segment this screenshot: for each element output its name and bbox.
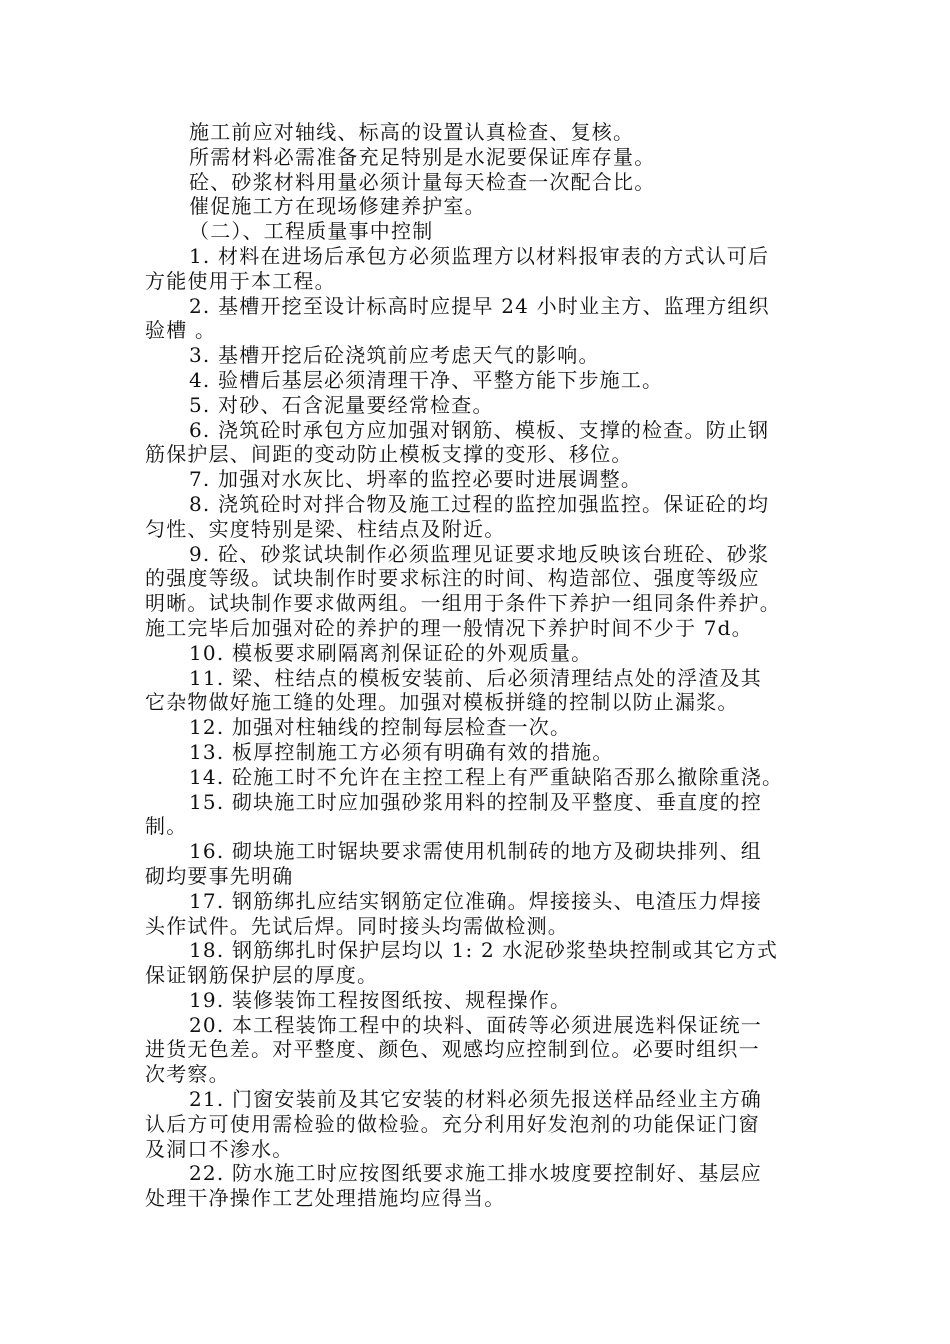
document-body xyxy=(145,120,813,1211)
text-line: 处理干净操作工艺处理措施均应得当。 xyxy=(145,1186,506,1211)
text-line: 施工完毕后加强对砼的养护的理一般情况下养护时间不少于 7d。 xyxy=(145,615,753,640)
text-line: 进货无色差。对平整度、颜色、观感均应控制到位。必要时组织一 xyxy=(145,1037,760,1062)
text-line: 筋保护层、间距的变动防止模板支撑的变形、移位。 xyxy=(145,442,633,467)
text-line: 22. 防水施工时应按图纸要求施工排水坡度要控制好、基层应 xyxy=(189,1161,762,1186)
text-line: 头作试件。先试后焊。同时接头均需做检测。 xyxy=(145,913,569,938)
text-line: 5. 对砂、石含泥量要经常检查。 xyxy=(189,392,494,417)
text-line: 1. 材料在进场后承包方必须监理方以材料报审表的方式认可后 xyxy=(189,243,770,268)
text-line: 20. 本工程装饰工程中的块料、面砖等必须进展选料保证统一 xyxy=(189,1012,762,1037)
text-line: 7. 加强对水灰比、坍率的监控必要时进展调整。 xyxy=(189,467,643,492)
text-line: （二）、工程质量事中控制 xyxy=(189,219,434,244)
text-line: 制。 xyxy=(145,814,188,839)
text-line: 14. 砼施工时不允许在主控工程上有严重缺陷否那么撤除重浇。 xyxy=(189,764,784,789)
text-line: 11. 梁、柱结点的模板安装前、后必须清理结点处的浮渣及其 xyxy=(189,665,762,690)
text-line: 21. 门窗安装前及其它安装的材料必须先报送样品经业主方确 xyxy=(189,1087,762,1112)
text-line: 17. 钢筋绑扎应结实钢筋定位准确。焊接接头、电渣压力焊接 xyxy=(189,888,762,913)
text-line: 所需材料必需准备充足特别是水泥要保证库存量。 xyxy=(189,144,656,169)
text-line: 4. 验槽后基层必须清理干净、平整方能下步施工。 xyxy=(189,367,664,392)
text-line: 砼、砂浆材料用量必须计量每天检查一次配合比。 xyxy=(189,169,656,194)
text-line: 8. 浇筑砼时对拌合物及施工过程的监控加强监控。保证砼的均 xyxy=(189,491,770,516)
text-line: 次考察。 xyxy=(145,1062,230,1087)
text-line: 明晰。试块制作要求做两组。一组用于条件下养护一组同条件养护。 xyxy=(145,591,781,616)
text-line: 19. 装修装饰工程按图纸按、规程操作。 xyxy=(189,987,572,1012)
text-line: 的强度等级。试块制作时要求标注的时间、构造部位、强度等级应 xyxy=(145,566,760,591)
text-line: 及洞口不渗水。 xyxy=(145,1136,294,1161)
text-line: 它杂物做好施工缝的处理。加强对模板拼缝的控制以防止漏浆。 xyxy=(145,690,739,715)
text-line: 保证钢筋保护层的厚度。 xyxy=(145,963,379,988)
text-line: 砌均要事先明确 xyxy=(145,863,294,888)
text-line: 10. 模板要求刷隔离剂保证砼的外观质量。 xyxy=(189,640,593,665)
text-line: 6. 浇筑砼时承包方应加强对钢筋、模板、支撑的检查。防止钢 xyxy=(189,417,770,442)
text-line: 验槽 。 xyxy=(145,318,217,343)
text-line: 16. 砌块施工时锯块要求需使用机制砖的地方及砌块排列、组 xyxy=(189,839,762,864)
text-line: 施工前应对轴线、标高的设置认真检查、复核。 xyxy=(189,120,635,144)
text-line: 12. 加强对柱轴线的控制每层检查一次。 xyxy=(189,715,572,740)
text-line: 9. 砼、砂浆试块制作必须监理见证要求地反映该台班砼、砂浆 xyxy=(189,541,770,566)
text-line: 匀性、实度特别是梁、柱结点及附近。 xyxy=(145,516,506,541)
text-line: 3. 基槽开挖后砼浇筑前应考虑天气的影响。 xyxy=(189,343,600,368)
text-line: 2. 基槽开挖至设计标高时应提早 24 小时业主方、监理方组织 xyxy=(189,293,770,318)
text-line: 13. 板厚控制施工方必须有明确有效的措施。 xyxy=(189,739,614,764)
text-line: 15. 砌块施工时应加强砂浆用料的控制及平整度、垂直度的控 xyxy=(189,789,762,814)
text-line: 方能使用于本工程。 xyxy=(145,268,336,293)
text-line: 18. 钢筋绑扎时保护层均以 1: 2 水泥砂浆垫块控制或其它方式 xyxy=(189,938,779,963)
text-line: 催促施工方在现场修建养护室。 xyxy=(189,194,486,219)
text-line: 认后方可使用需检验的做检验。充分利用好发泡剂的功能保证门窗 xyxy=(145,1111,760,1136)
